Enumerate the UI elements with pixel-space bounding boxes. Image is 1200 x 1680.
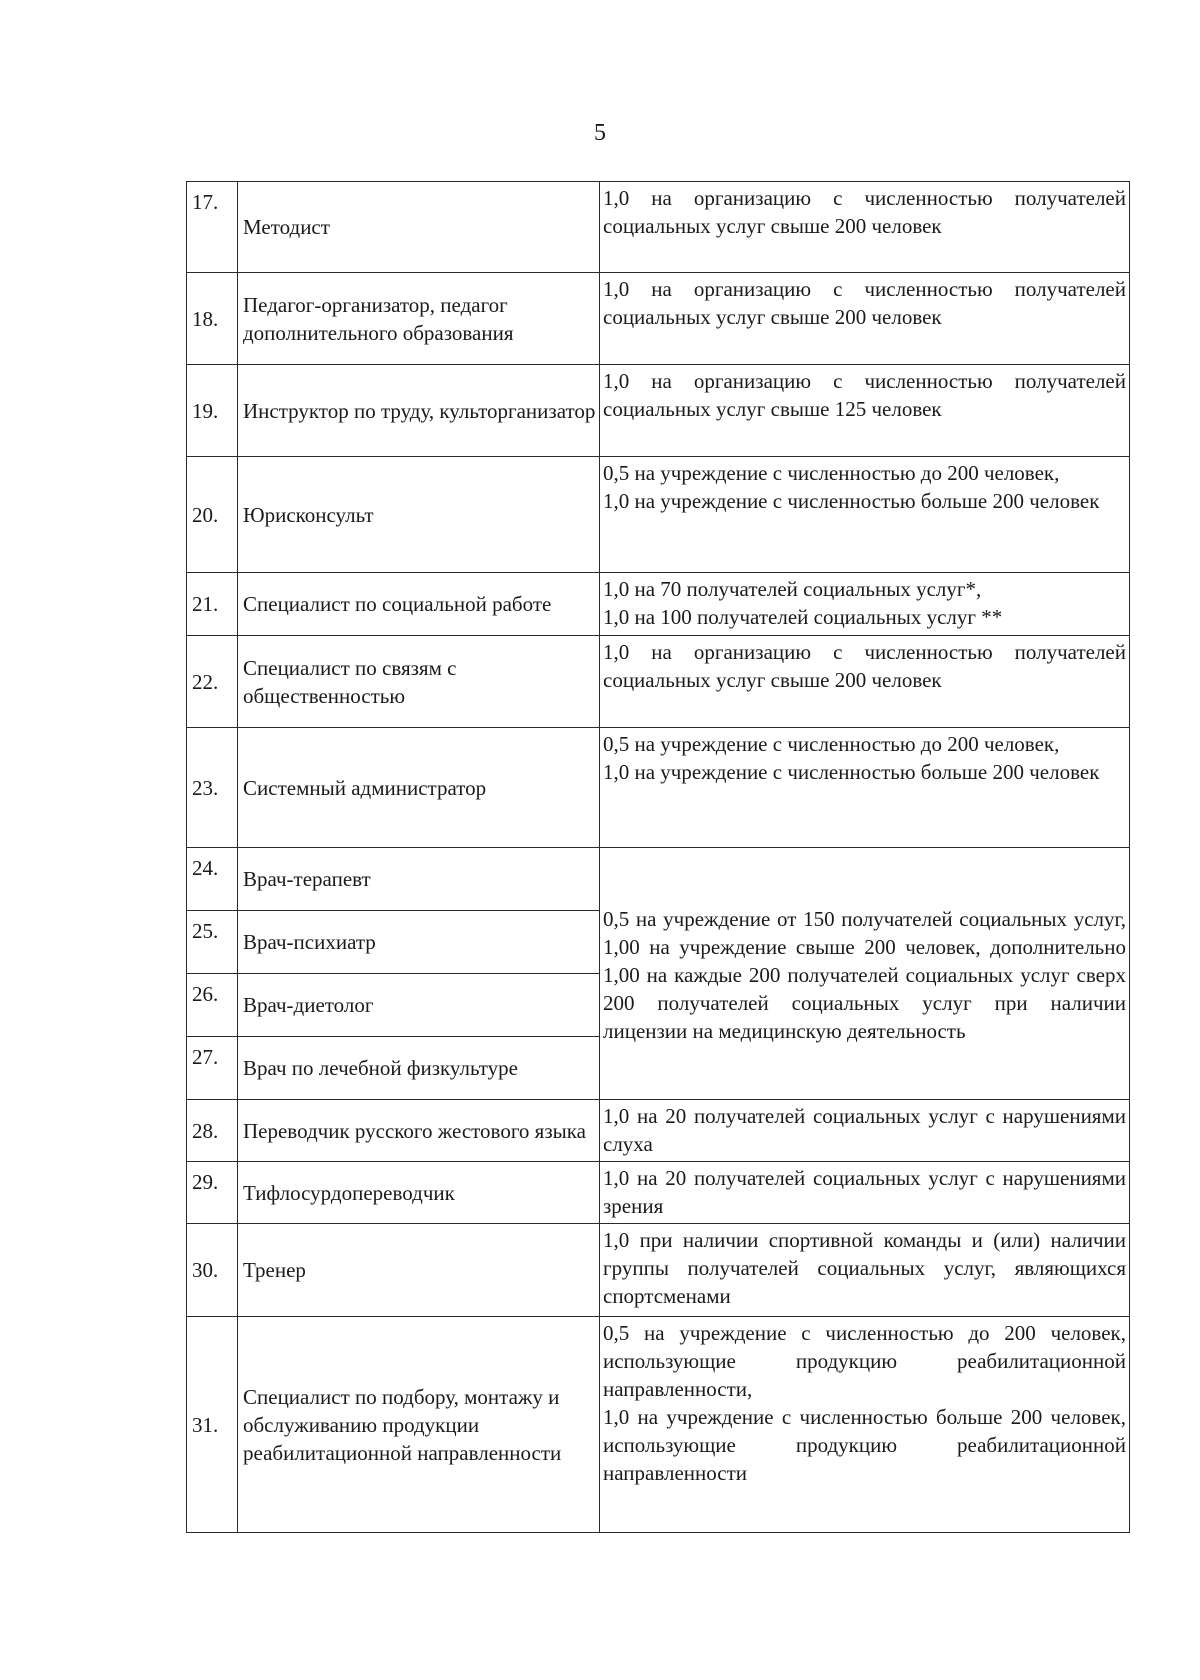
position-title: Врач-диетолог — [238, 974, 600, 1037]
row-number: 27. — [187, 1037, 238, 1100]
table-row — [187, 1100, 1130, 1162]
staffing-norm — [600, 728, 1130, 848]
staffing-norm: 1,0 на организацию с численностью получателей социальных услуг свыше 200 человек — [600, 182, 1130, 273]
position-title: Врач-терапевт — [238, 848, 600, 911]
table-row — [187, 365, 1130, 457]
table-row — [187, 636, 1130, 728]
staffing-norm: 1,0 на 20 получателей социальных услуг с нарушениями зрения — [600, 1162, 1130, 1224]
row-number: 28. — [187, 1100, 238, 1162]
position-title: Специалист по связям с общественностью — [238, 636, 600, 728]
row-number: 22. — [187, 636, 238, 728]
row-number: 25. — [187, 911, 238, 974]
staffing-norm: 1,0 на организацию с численностью получателей социальных услуг свыше 200 человек — [600, 273, 1130, 365]
position-title: Специалист по социальной работе — [238, 573, 600, 636]
position-title: Педагог-организатор, педагог дополнительного образования — [238, 273, 600, 365]
staffing-norm — [600, 457, 1130, 573]
staffing-norm: 1,0 на организацию с численностью получателей социальных услуг свыше 125 человек — [600, 365, 1130, 457]
norm-line: 1,0 на 100 получателей социальных услуг ** — [603, 605, 1003, 629]
position-title: Врач-психиатр — [238, 911, 600, 974]
position-title: Врач по лечебной физкультуре — [238, 1037, 600, 1100]
position-title: Специалист по подбору, монтажу и обслуживанию продукции реабилитационной направленности — [238, 1317, 600, 1533]
norm-line: 1,0 на учреждение с численностью больше 200 человек — [603, 489, 1100, 513]
staffing-norm — [600, 1317, 1130, 1533]
norm-line: 0,5 на учреждение с численностью до 200 человек, — [603, 732, 1060, 756]
position-title: Тифлосурдопереводчик — [238, 1162, 600, 1224]
position-title: Системный администратор — [238, 728, 600, 848]
position-title: Юрисконсульт — [238, 457, 600, 573]
staffing-norms-table — [186, 181, 1130, 1533]
row-number: 31. — [187, 1317, 238, 1533]
row-number: 19. — [187, 365, 238, 457]
table-row — [187, 1224, 1130, 1317]
norm-line: 1,0 на учреждение с численностью больше 200 человек — [603, 760, 1100, 784]
row-number: 17. — [187, 182, 238, 273]
row-number: 29. — [187, 1162, 238, 1224]
table-row — [187, 573, 1130, 636]
table-row — [187, 457, 1130, 573]
table-row — [187, 182, 1130, 273]
norm-line: 1,0 на 70 получателей социальных услуг*, — [603, 577, 982, 601]
row-number: 26. — [187, 974, 238, 1037]
page-number: 5 — [594, 120, 606, 146]
table-row — [187, 1162, 1130, 1224]
table-row — [187, 848, 1130, 911]
row-number: 21. — [187, 573, 238, 636]
table-row — [187, 273, 1130, 365]
norm-line: 0,5 на учреждение с численностью до 200 человек, — [603, 461, 1060, 485]
row-number: 20. — [187, 457, 238, 573]
position-title: Инструктор по труду, культорганизатор — [238, 365, 600, 457]
row-number: 23. — [187, 728, 238, 848]
staffing-norm: 1,0 на организацию с численностью получателей социальных услуг свыше 200 человек — [600, 636, 1130, 728]
position-title: Методист — [238, 182, 600, 273]
staffing-norm: 1,0 при наличии спортивной команды и (или) наличии группы получателей социальных услуг, являющихся спортсменами — [600, 1224, 1130, 1317]
position-title: Тренер — [238, 1224, 600, 1317]
staffing-norm — [600, 573, 1130, 636]
norm-line: 1,0 на учреждение с численностью больше 200 человек, использующие продукцию реабилитационной направленности — [603, 1405, 1126, 1485]
row-number: 24. — [187, 848, 238, 911]
row-number: 18. — [187, 273, 238, 365]
norm-line: 0,5 на учреждение с численностью до 200 человек, использующие продукцию реабилитационной направленности, — [603, 1321, 1126, 1401]
doctors-staffing-norm: 0,5 на учреждение от 150 получателей социальных услуг, 1,00 на учреждение свыше 200 человек, дополнительно 1,00 на каждые 200 получателей социальных услуг сверх 200 получателей социальных услуг при наличии лицензии на медицинскую деятельность — [600, 848, 1130, 1100]
table-row — [187, 728, 1130, 848]
position-title: Переводчик русского жестового языка — [238, 1100, 600, 1162]
row-number: 30. — [187, 1224, 238, 1317]
staffing-norm: 1,0 на 20 получателей социальных услуг с нарушениями слуха — [600, 1100, 1130, 1162]
table-row — [187, 1317, 1130, 1533]
